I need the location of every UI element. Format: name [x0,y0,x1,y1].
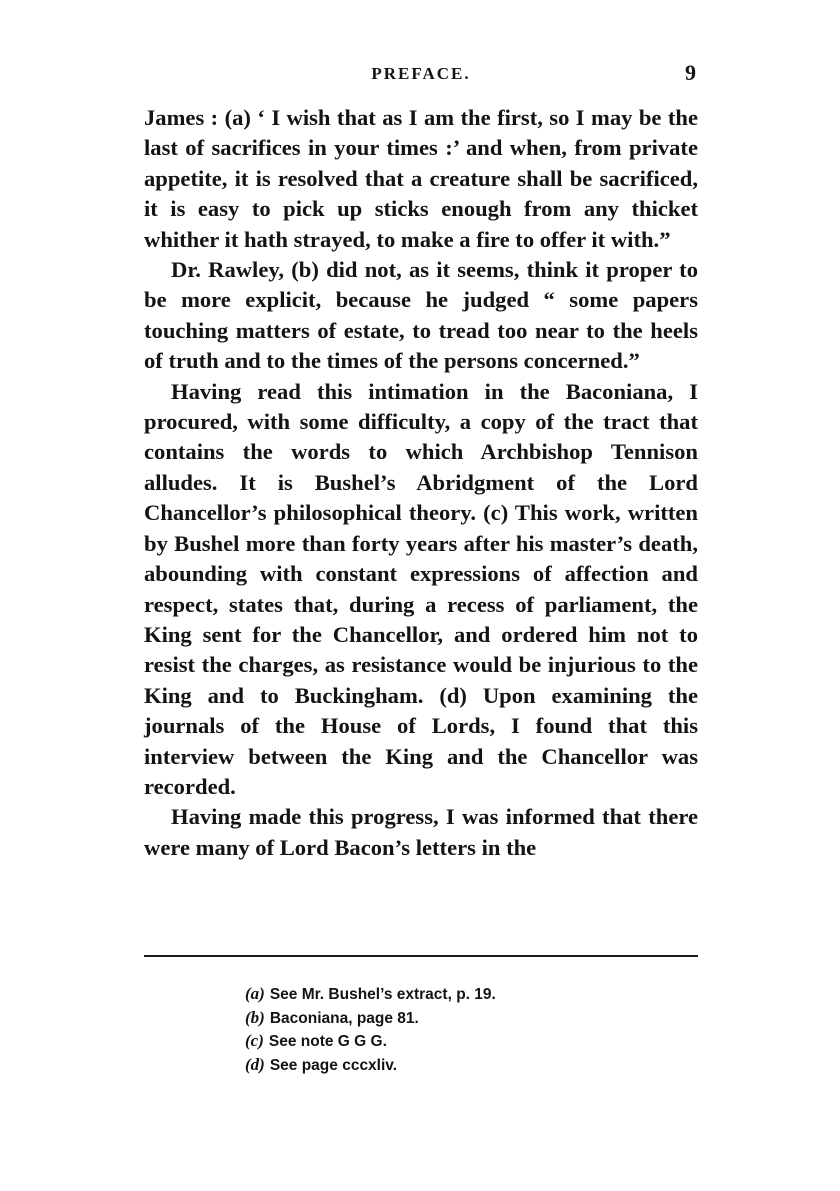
page-number: 9 [685,60,696,85]
footnote-text: See page cccxliv. [269,1056,398,1074]
footnote-mark: (b) [245,1007,265,1027]
footnotes [245,983,665,1077]
running-title: PREFACE. [371,64,471,83]
paragraph-continuation: James : (a) ‘ I wish that as I am the first, so I may be the last of sacrifices in your times :’ and when, from private appetite, it is resolved that a creature shall be sacrificed, it is easy to pick up sticks enough from any thicket whither it hath strayed, to make a fire to offer it with.” [144,105,698,252]
footnote-mark: (c) [245,1031,264,1050]
footnote-text: See note G G G. [268,1033,387,1050]
footnote-mark: (a) [245,984,265,1003]
footnote-b [245,1007,665,1031]
footnote-divider [144,955,698,957]
paragraph-baconiana: Having read this intimation in the Baconiana, I procured, with some difficulty, a copy of the tract that contains the words to which Archbishop Tennison alludes. It is Bushel’s Abridgment of the Lord Chancellor’s philosophical theory. (c) This work, written by Bushel more than forty years after his master’s death, abounding with constant expressions of affection and respect, states that, during a recess of parliament, the King sent for the Chancellor, and ordered him not to resist the charges, as resistance would be injurious to the King and to Buckingham. (d) Upon examining the journals of the House of Lords, I found that this interview between the King and the Chancellor was recorded. [144,378,698,799]
body-text [144,103,698,863]
paragraph-progress: Having made this progress, I was informed that there were many of Lord Bacon’s letters in the [144,804,698,860]
page-header [144,60,698,90]
footnote-mark: (d) [245,1054,265,1074]
footnote-text: See Mr. Bushel’s extract, p. 19. [269,986,496,1003]
footnote-a [245,983,665,1007]
footnote-text: Baconiana, page 81. [269,1009,419,1027]
paragraph-rawley: Dr. Rawley, (b) did not, as it seems, think it proper to be more explicit, because he judged “ some papers touching matters of estate, to tread too near to the heels of truth and to the times of the persons concerned.” [144,257,698,374]
footnote-c [245,1030,665,1054]
footnote-d [245,1054,665,1078]
